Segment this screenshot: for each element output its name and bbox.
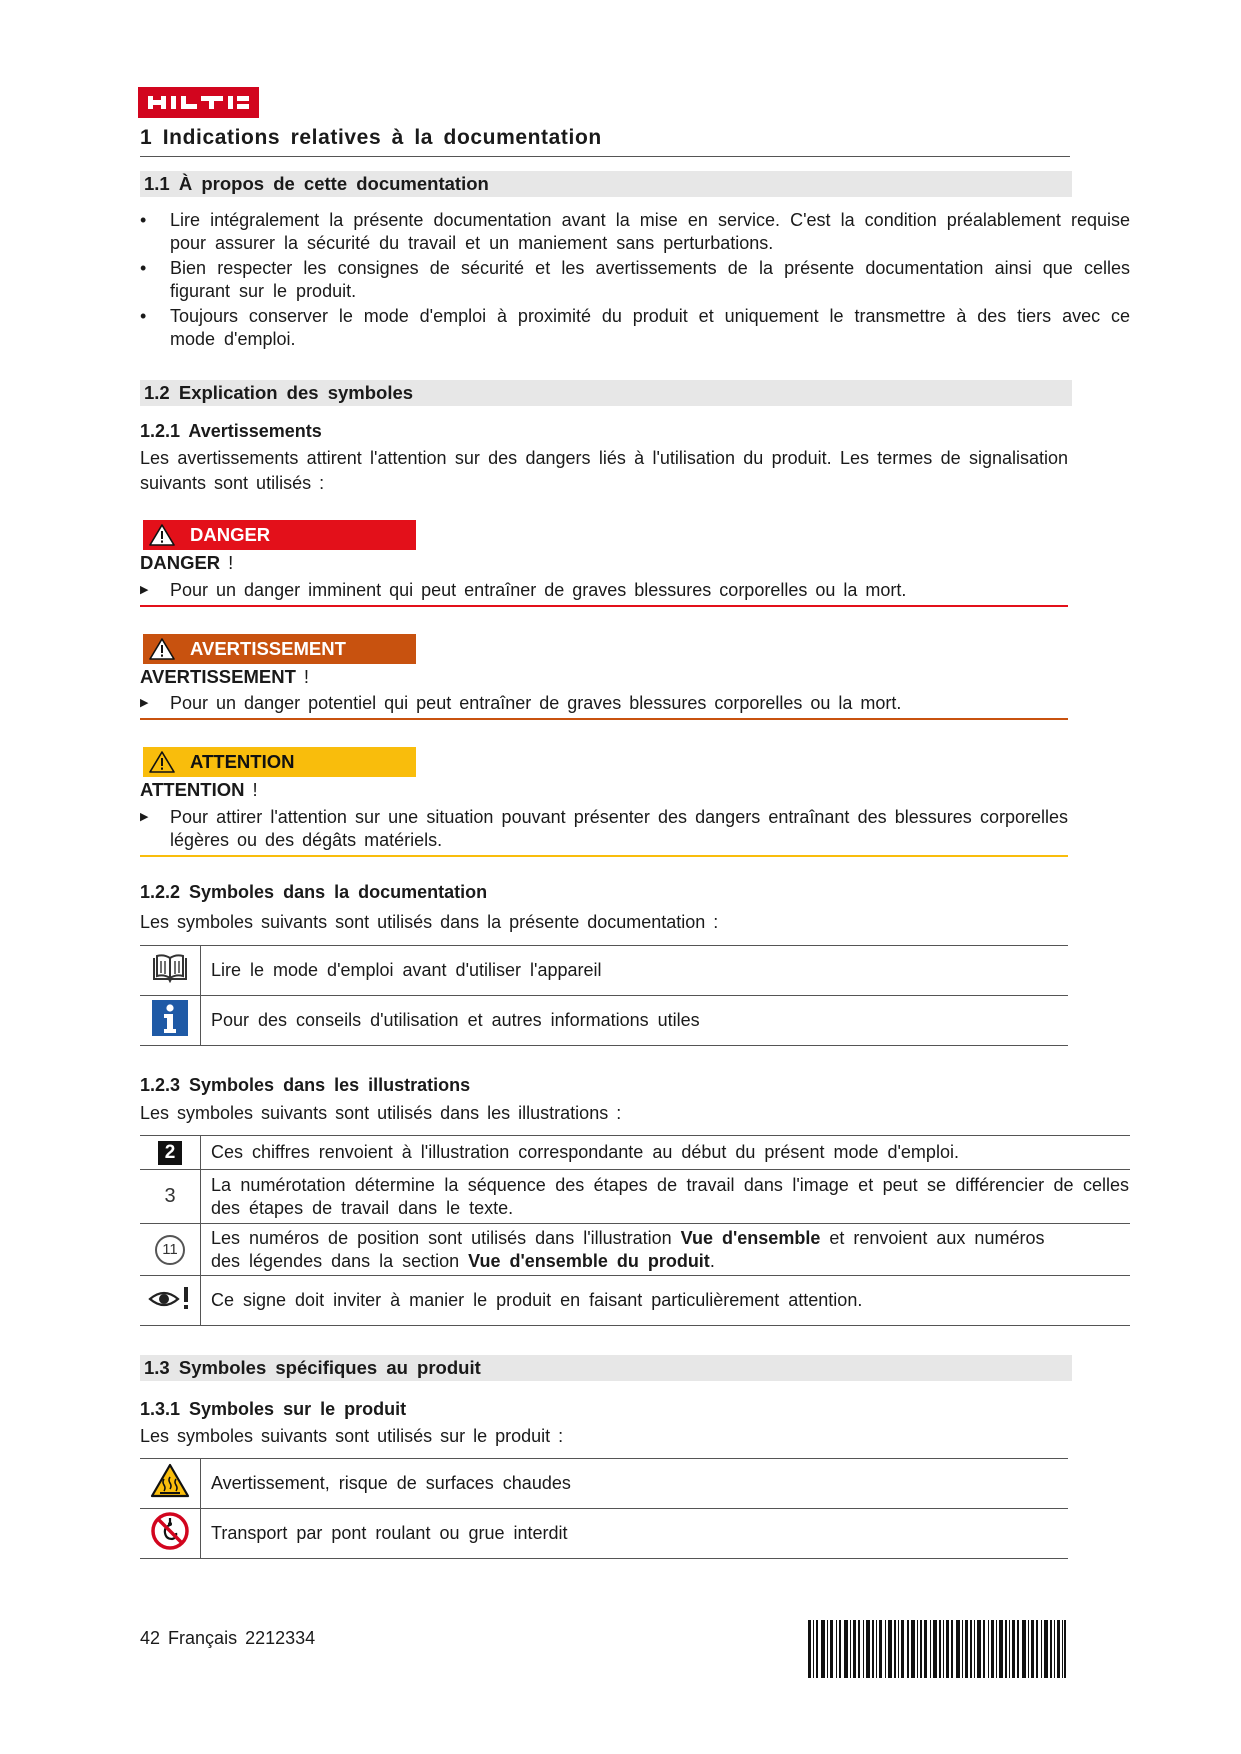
section-1-1-bullets [140, 209, 1130, 353]
document-number: 2212334 [245, 1628, 316, 1648]
figure-number-icon: 2 [158, 1141, 182, 1165]
info-icon [152, 1000, 188, 1036]
symbol-description: Transport par pont roulant ou grue interdit [201, 1509, 1069, 1559]
table-row [140, 946, 1068, 996]
warning-banner [143, 634, 416, 664]
section-1-3-1-text: Les symboles suivants sont utilisés sur le produit : [140, 1426, 564, 1446]
danger-title: DANGER ! [140, 552, 234, 573]
eye-attention-icon [148, 1284, 192, 1312]
danger-rule [140, 605, 1068, 607]
symbol-description: Avertissement, risque de surfaces chaudes [201, 1459, 1069, 1509]
table-row [140, 1136, 1130, 1170]
table-row [140, 1170, 1130, 1224]
warning-triangle-icon [149, 750, 175, 774]
warning-rule [140, 718, 1068, 720]
danger-banner [143, 520, 416, 550]
documentation-symbols-table [140, 945, 1068, 1046]
section-1-2-1-title: 1.2.1 Avertissements [140, 421, 322, 441]
bullet-arrow-icon: ▶ [140, 697, 149, 709]
hot-surface-warning-icon [150, 1463, 190, 1499]
page-number: 42 [140, 1628, 161, 1648]
warning-triangle-icon [149, 523, 175, 547]
warning-triangle-icon [149, 637, 175, 661]
section-1-2-1-text: Les avertissements attirent l'attention sur des dangers liés à l'utilisation du produit. Les termes de signalisation suivants sont utilisés : [140, 448, 1068, 493]
symbol-description: Ce signe doit inviter à manier le produit en faisant particulièrement attention. [201, 1276, 1131, 1326]
section-1-2-title: 1.2 Explication des symboles [140, 380, 1072, 406]
section-1-3-title: 1.3 Symboles spécifiques au produit [140, 1355, 1072, 1381]
danger-banner-label: DANGER [190, 524, 271, 545]
symbol-description: Ces chiffres renvoient à l'illustration correspondante au début du présent mode d'emploi. [201, 1136, 1131, 1170]
caution-banner-label: ATTENTION [190, 751, 295, 772]
product-symbols-table [140, 1458, 1068, 1559]
caution-title: ATTENTION ! [140, 779, 258, 800]
bullet-item: • Lire intégralement la présente documentation avant la mise en service. C'est la condition préalablement requise pour assurer la sécurité du travail et un maniement sans perturbations. [140, 209, 1130, 255]
table-row [140, 996, 1068, 1046]
warning-text: ▶ Pour un danger potentiel qui peut entraîner de graves blessures corporelles ou la mort. [140, 693, 902, 713]
symbol-description: Lire le mode d'emploi avant d'utiliser l'appareil [201, 946, 1069, 996]
bullet-item: • Toujours conserver le mode d'emploi à proximité du produit et uniquement le transmettre à des tiers avec ce mode d'emploi. [140, 305, 1130, 351]
page-title: 1 Indications relatives à la documentation [140, 126, 1070, 157]
table-row [140, 1459, 1068, 1509]
section-1-2-2-text: Les symboles suivants sont utilisés dans la présente documentation : [140, 912, 719, 932]
section-1-2-3-text: Les symboles suivants sont utilisés dans les illustrations : [140, 1103, 622, 1123]
symbol-description: Pour des conseils d'utilisation et autres informations utiles [201, 996, 1069, 1046]
caution-text: ▶ Pour attirer l'attention sur une situation pouvant présenter des dangers entraînant des blessures corporelles légères ou des dégâts matériels. [140, 807, 1068, 850]
table-row [140, 1509, 1068, 1559]
bullet-item: • Bien respecter les consignes de sécurité et les avertissements de la présente documentation ainsi que celles figurant sur le produit. [140, 257, 1130, 303]
illustration-symbols-table [140, 1135, 1130, 1326]
bullet-arrow-icon: ▶ [140, 584, 149, 596]
section-1-2-2-title: 1.2.2 Symboles dans la documentation [140, 882, 488, 902]
language-label: Français [168, 1628, 238, 1648]
warning-banner-label: AVERTISSEMENT [190, 638, 346, 659]
hilti-logo [138, 87, 259, 118]
step-number-icon: 3 [164, 1185, 176, 1207]
symbol-description: La numérotation détermine la séquence des étapes de travail dans l'image et peut se différencier de celles des étapes de travail dans le texte. [201, 1170, 1131, 1224]
page-footer [140, 1628, 315, 1649]
warning-title: AVERTISSEMENT ! [140, 666, 310, 687]
no-crane-transport-icon [150, 1511, 190, 1551]
table-row [140, 1224, 1130, 1276]
danger-text: ▶ Pour un danger imminent qui peut entraîner de graves blessures corporelles ou la mort. [140, 580, 907, 600]
table-row [140, 1276, 1130, 1326]
symbol-description: Les numéros de position sont utilisés dans l'illustration Vue d'ensemble et renvoient aux numéros des légendes dans la section Vue d'ensemble du produit. [201, 1224, 1131, 1276]
caution-banner [143, 747, 416, 777]
bullet-arrow-icon: ▶ [140, 811, 149, 823]
book-icon [151, 953, 189, 983]
barcode-icon [808, 1620, 1066, 1678]
caution-rule [140, 855, 1068, 857]
position-number-icon: 11 [155, 1235, 185, 1265]
section-1-3-1-title: 1.3.1 Symboles sur le produit [140, 1399, 407, 1419]
section-1-2-3-title: 1.2.3 Symboles dans les illustrations [140, 1075, 471, 1095]
section-1-1-title: 1.1 À propos de cette documentation [140, 171, 1072, 197]
